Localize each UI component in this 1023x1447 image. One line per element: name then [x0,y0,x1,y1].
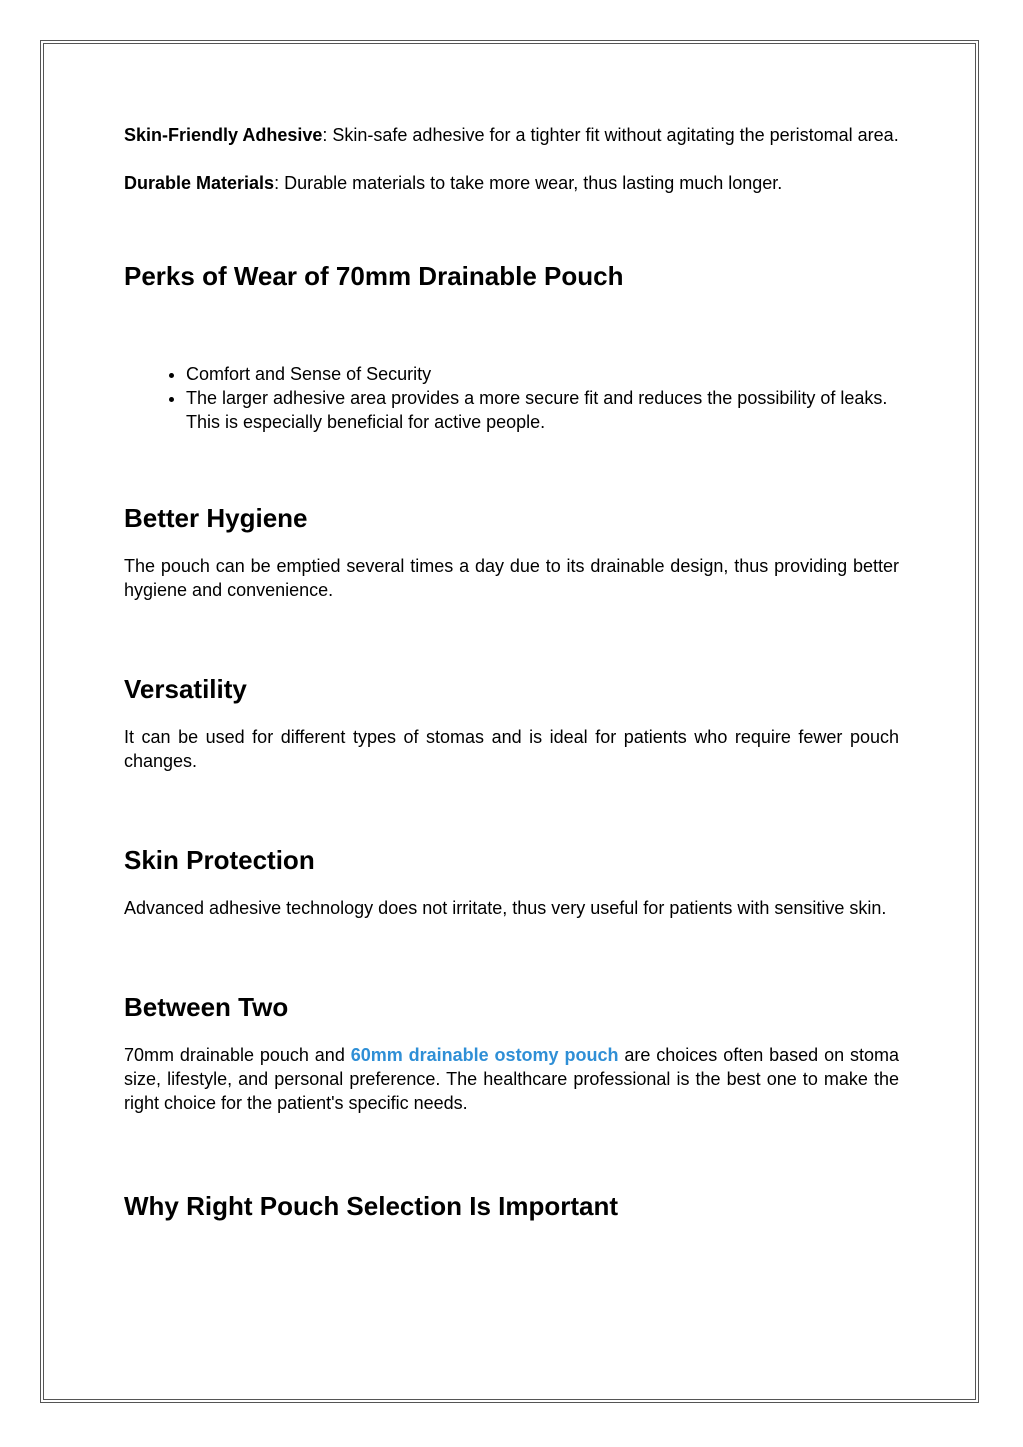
paragraph-versatility: It can be used for different types of stomas and is ideal for patients who require fewer pouch changes. [124,727,899,771]
heading-skin-protection: Skin Protection [124,845,315,875]
paragraph-hygiene: The pouch can be emptied several times a day due to its drainable design, thus providing better hygiene and convenience. [124,556,899,600]
ostomy-pouch-link[interactable]: 60mm drainable ostomy pouch [350,1045,619,1065]
feature-text: : Skin-safe adhesive for a tighter fit without agitating the peristomal area. [322,125,899,145]
paragraph-skin-protection: Advanced adhesive technology does not irritate, thus very useful for patients with sensitive skin. [124,898,887,918]
paragraph-between-two [124,1043,899,1115]
feature-skin-friendly-adhesive [124,123,899,147]
document-body [124,123,899,1222]
heading-why-right-pouch: Why Right Pouch Selection Is Important [124,1191,619,1221]
feature-durable-materials [124,171,899,195]
feature-term: Skin-Friendly Adhesive [124,125,323,145]
perks-list [124,362,899,434]
text-before-link: 70mm drainable pouch and [124,1045,351,1065]
text-after-link: are choices often based on stoma size, lifestyle, and personal preference. The healthcare professional is the best one to make the right choice for the patient's specific needs. [124,1045,899,1113]
list-item: • Comfort and Sense of Security [186,362,899,386]
feature-text: : Durable materials to take more wear, thus lasting much longer. [274,173,783,193]
list-item: • The larger adhesive area provides a more secure fit and reduces the possibility of leaks. This is especially beneficial for active people. [186,386,899,434]
heading-perks: Perks of Wear of 70mm Drainable Pouch [124,261,624,291]
heading-between-two: Between Two [124,992,289,1022]
heading-versatility: Versatility [124,674,247,704]
heading-better-hygiene: Better Hygiene [124,503,308,533]
feature-term: Durable Materials [124,173,275,193]
